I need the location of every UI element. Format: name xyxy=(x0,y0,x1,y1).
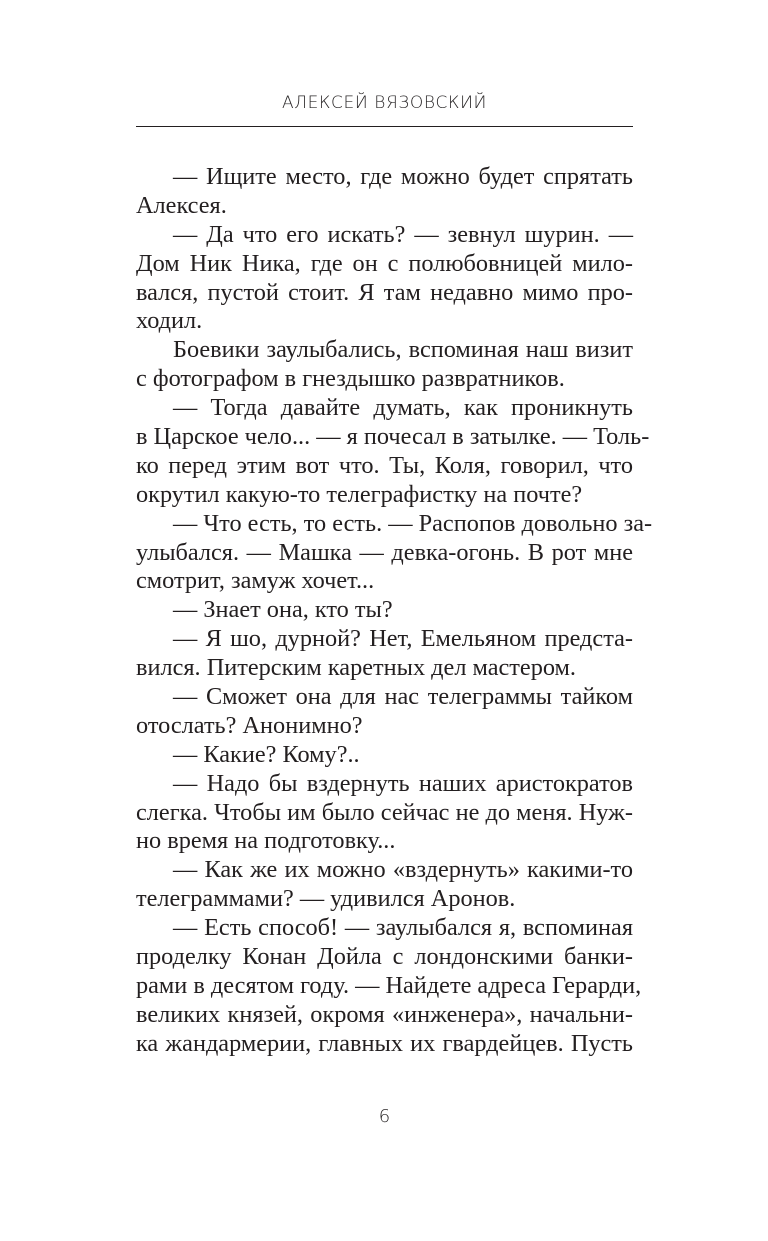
text-line: ходил. xyxy=(136,307,203,335)
page-body-text xyxy=(136,163,653,1059)
text-line: — Да что его искать? — зевнул шурин. — xyxy=(173,220,633,248)
text-line: проделку Конан Дойла с лондонскими банки- xyxy=(136,943,633,971)
header-rule-divider xyxy=(136,126,633,127)
text-line: окрутил какую-то телеграфистку на почте? xyxy=(136,480,583,508)
text-line: Дом Ник Ника, где он с полюбовницей мило- xyxy=(136,249,633,277)
text-line: Алексея. xyxy=(136,191,227,219)
text-line: — Тогда давайте думать, как проникнуть xyxy=(173,394,633,422)
text-line: телеграммами? — удивился Аронов. xyxy=(136,885,516,913)
text-line: ка жандармерии, главных их гвардейцев. Пусть xyxy=(136,1029,633,1057)
text-line: смотрит, замуж хочет... xyxy=(136,567,375,595)
text-line: слегка. Чтобы им было сейчас не до меня. Нуж- xyxy=(136,798,633,826)
text-line: с фотографом в гнездышко развратников. xyxy=(136,365,565,393)
text-line: — Ищите место, где можно будет спрятать xyxy=(173,163,633,190)
text-line: рами в десятом году. — Найдете адреса Герарди, xyxy=(136,971,642,999)
running-header-author: АЛЕКСЕЙ ВЯЗОВСКИЙ xyxy=(282,93,487,113)
text-line: вался, пустой стоит. Я там недавно мимо про- xyxy=(136,278,633,306)
text-line: — Что есть, то есть. — Распопов довольно за- xyxy=(173,509,653,537)
text-line: — Как же их можно «вздернуть» какими-то xyxy=(173,856,633,884)
text-line: — Сможет она для нас телеграммы тайком xyxy=(173,683,633,711)
text-line: — Я шо, дурной? Нет, Емельяном предста- xyxy=(173,625,633,653)
text-line: — Есть способ! — заулыбался я, вспоминая xyxy=(173,914,633,942)
text-line: Боевики заулыбались, вспоминая наш визит xyxy=(173,336,633,364)
text-line: великих князей, окромя «инженера», начальни- xyxy=(136,1000,633,1028)
text-line: улыбался. — Машка — девка-огонь. В рот мне xyxy=(136,538,633,566)
text-line: ко перед этим вот что. Ты, Коля, говорил, что xyxy=(136,451,633,479)
text-line: но время на подготовку... xyxy=(136,827,396,855)
text-line: отослать? Анонимно? xyxy=(136,711,363,739)
text-line: вился. Питерским каретных дел мастером. xyxy=(136,654,576,682)
text-line: в Царское чело... — я почесал в затылке. — Толь- xyxy=(136,423,650,451)
text-line: — Какие? Кому?.. xyxy=(173,740,360,768)
page-number: 6 xyxy=(378,1106,391,1127)
text-line: — Знает она, кто ты? xyxy=(173,596,393,624)
text-line: — Надо бы вздернуть наших аристократов xyxy=(173,769,633,797)
